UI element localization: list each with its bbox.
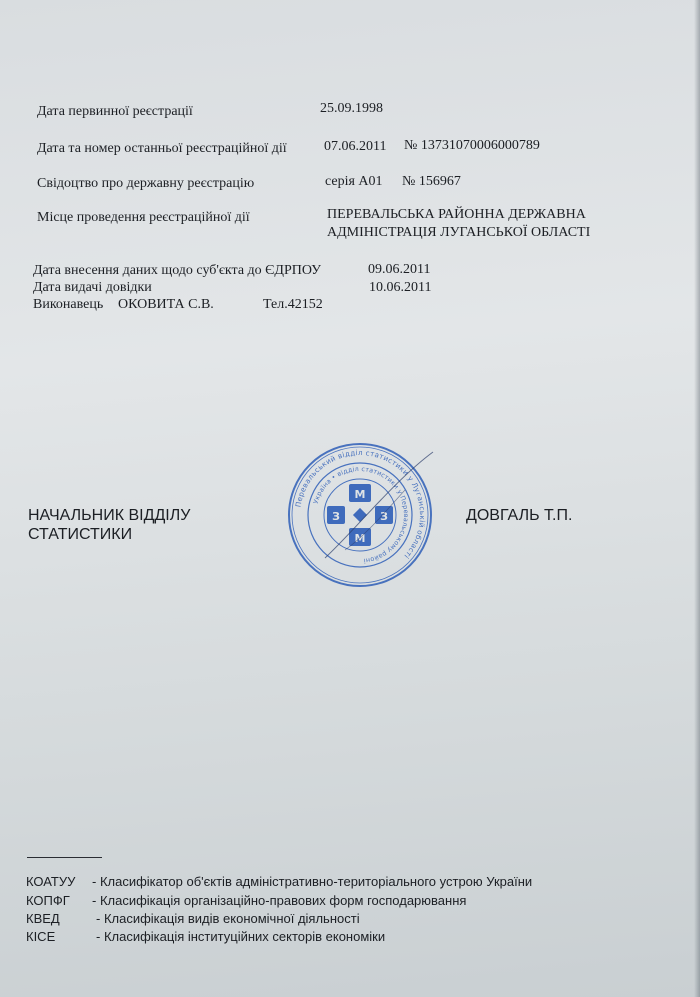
last-registration-number: № 13731070006000789 xyxy=(404,138,540,153)
executor-label: Виконавець xyxy=(33,297,104,312)
footnote-divider xyxy=(27,857,102,858)
footnote-abbr: КОАТУУ xyxy=(26,874,76,889)
issue-date: 10.06.2011 xyxy=(369,280,432,295)
svg-text:M: M xyxy=(354,532,366,545)
registration-place-line1: ПЕРЕВАЛЬСЬКА РАЙОННА ДЕРЖАВНА xyxy=(327,207,586,222)
svg-text:З: З xyxy=(380,510,388,523)
footnote-abbr: КВЕД xyxy=(26,911,60,926)
signatory-title-line1: НАЧАЛЬНИК ВІДДІЛУ xyxy=(28,507,191,524)
svg-text:З: З xyxy=(332,510,340,523)
footnote-abbr: КОПФГ xyxy=(26,893,70,908)
executor-phone: Тел.42152 xyxy=(263,297,323,312)
issue-date-label: Дата видачі довідки xyxy=(33,280,152,295)
signatory-title-line2: СТАТИСТИКИ xyxy=(28,526,133,543)
svg-text:M: M xyxy=(354,488,366,501)
svg-text:Україна • відділ статистики у: Україна • відділ статистики у Перевальському районі xyxy=(311,464,411,565)
edrpou-entry-date: 09.06.2011 xyxy=(368,262,431,277)
svg-text:Перевальський відділ статистик: Перевальський відділ статистики у Луганській області xyxy=(293,447,428,561)
signatory-name: ДОВГАЛЬ Т.П. xyxy=(466,507,573,524)
footnote-text: - Класифікація інституційних секторів економіки xyxy=(96,929,386,944)
edrpou-entry-label: Дата внесення даних щодо суб'єкта до ЄДРПОУ xyxy=(33,263,322,278)
certificate-series: серія А01 xyxy=(325,174,383,189)
footnote-text: - Класифікація організаційно-правових форм господарювання xyxy=(92,893,467,908)
official-stamp-seal xyxy=(285,440,435,590)
registration-place-label: Місце проведення реєстраційної дії xyxy=(37,210,250,225)
last-registration-label: Дата та номер останньої реєстраційної дії xyxy=(37,141,287,156)
executor-name: ОКОВИТА С.В. xyxy=(118,297,214,312)
footnote-abbr: КІСЕ xyxy=(26,929,56,944)
registration-place-line2: АДМІНІСТРАЦІЯ ЛУГАНСЬКОЇ ОБЛАСТІ xyxy=(327,225,591,240)
footnote-text: - Класифікатор об'єктів адміністративно-територіального устрою України xyxy=(92,874,533,889)
certificate-label: Свідоцтво про державну реєстрацію xyxy=(37,176,255,191)
first-registration-label: Дата первинної реєстрації xyxy=(37,104,193,119)
footnote-text: - Класифікація видів економічної діяльності xyxy=(96,911,360,926)
scan-edge-shadow xyxy=(694,0,700,997)
first-registration-date: 25.09.1998 xyxy=(320,101,383,116)
certificate-number: № 156967 xyxy=(402,174,461,189)
last-registration-date: 07.06.2011 xyxy=(324,139,387,154)
